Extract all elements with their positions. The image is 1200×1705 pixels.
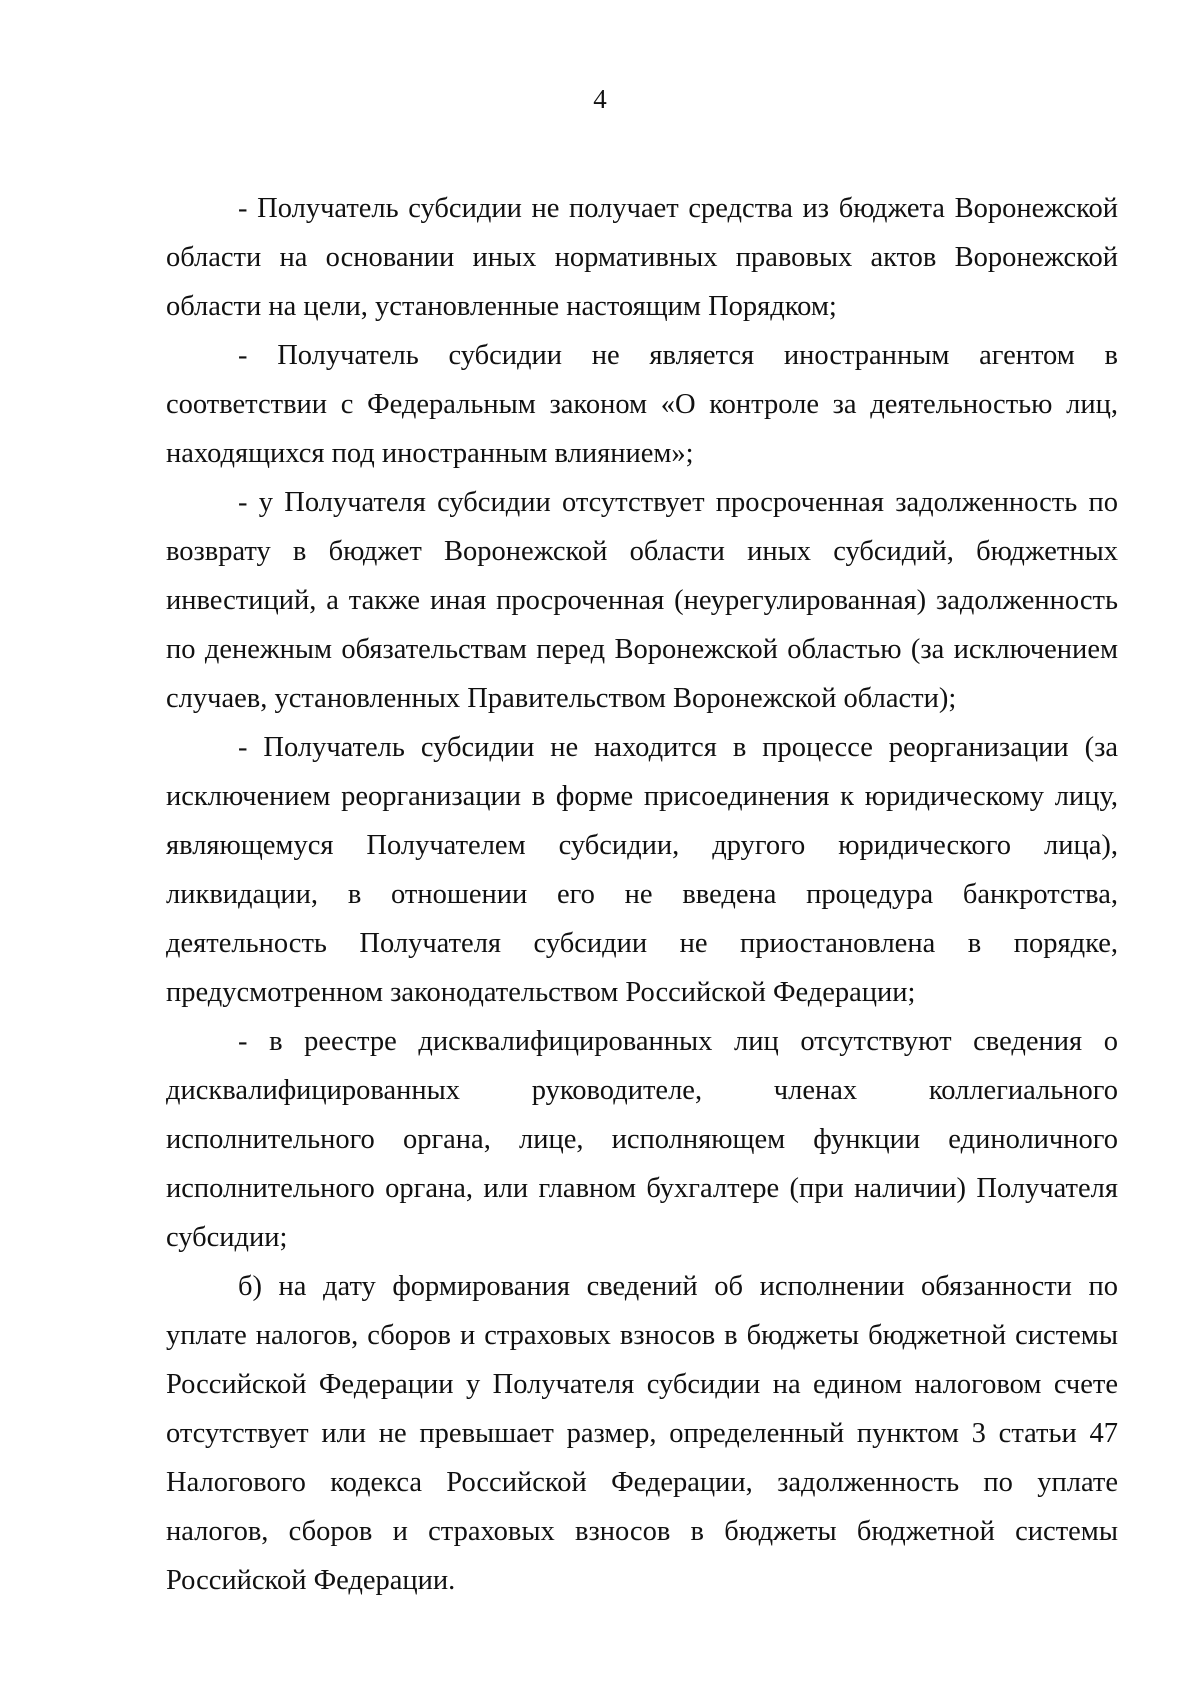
- paragraph-tax-debt: б) на дату формирования сведений об исполнении обязанности по уплате налогов, сборов и страховых взносов в бюджеты бюджетной системы Российской Федерации у Получателя субсидии на едином налоговом счете отсутствует или не превышает размер, определенный пунктом 3 статьи 47 Налогового кодекса Российской Федерации, задолженность по уплате налогов, сборов и страховых взносов в бюджеты бюджетной системы Российской Федерации.: [166, 1271, 1118, 1596]
- paragraph-no-reorganization: - Получатель субсидии не находится в процессе реорганизации (за исключением реорганизации в форме присоединения к юридическому лицу, являющемуся Получателем субсидии, другого юридического лица), ликвидации, в отношении его не введена процедура банкротства, деятельность Получателя субсидии не приостановлена в порядке, предусмотренном законодательством Российской Федерации;: [166, 732, 1118, 1008]
- document-body: [166, 184, 1118, 1605]
- paragraph-no-other-budget-funds: - Получатель субсидии не получает средства из бюджета Воронежской области на основании иных нормативных правовых актов Воронежской области на цели, установленные настоящим Порядком;: [166, 193, 1118, 322]
- paragraph-no-overdue-debt: - у Получателя субсидии отсутствует просроченная задолженность по возврату в бюджет Воронежской области иных субсидий, бюджетных инвестиций, а также иная просроченная (неурегулированная) задолженность по денежным обязательствам перед Воронежской областью (за исключением случаев, установленных Правительством Воронежской области);: [166, 487, 1118, 714]
- paragraph-not-foreign-agent: - Получатель субсидии не является иностранным агентом в соответствии с Федеральным законом «О контроле за деятельностью лиц, находящихся под иностранным влиянием»;: [166, 340, 1118, 469]
- paragraph-disqualified-persons-registry: - в реестре дисквалифицированных лиц отсутствуют сведения о дисквалифицированных руководителе, членах коллегиального исполнительного органа, лице, исполняющем функции единоличного исполнительного органа, или главном бухгалтере (при наличии) Получателя субсидии;: [166, 1026, 1118, 1253]
- page-number: 4: [593, 84, 607, 114]
